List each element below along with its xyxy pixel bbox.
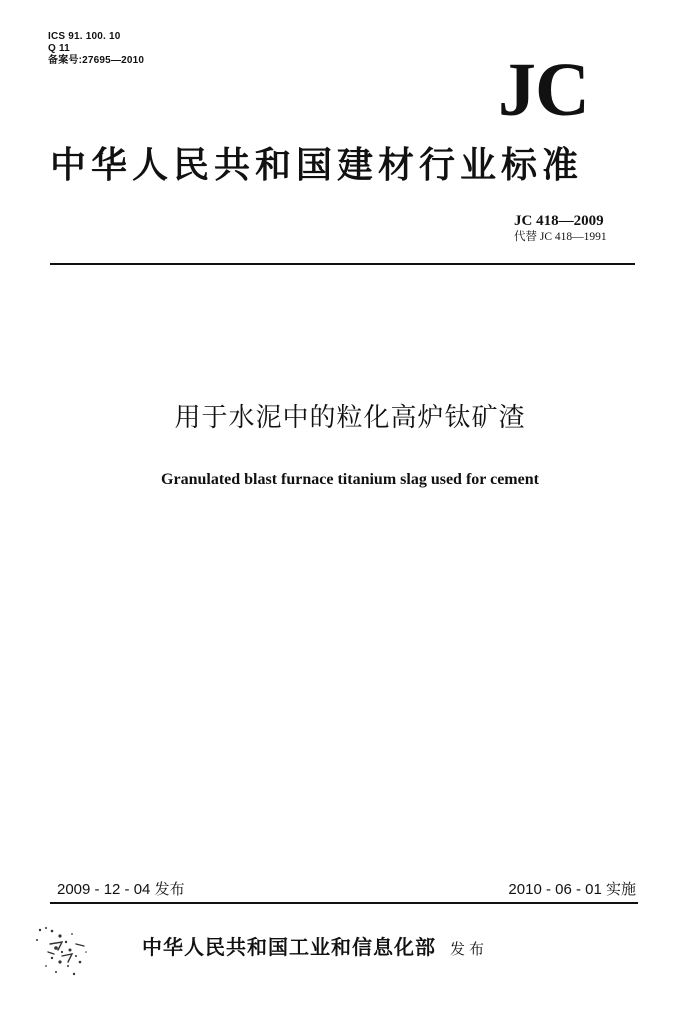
document-title-en: Granulated blast furnace titanium slag used for cement [161,471,539,488]
jc-logo: JC [498,48,589,132]
filing-number: 备案号:27695—2010 [48,55,145,66]
classification-block [48,31,144,67]
issuer-block [142,932,488,964]
issuer-seal-icon [32,922,96,980]
issue-date: 2009 - 12 - 04 发布 [57,881,185,898]
issuer-name: 中华人民共和国工业和信息化部 [142,935,436,959]
effective-date: 2010 - 06 - 01 实施 [508,881,636,898]
document-title-cn: 用于水泥中的粒化高炉钛矿渣 [174,403,526,433]
ccs-code: Q 11 [48,43,70,54]
replaces-standard: 代替 JC 418—1991 [514,231,607,243]
industry-standard-title: 中华人民共和国建材行业标准 [50,144,584,186]
issuer-action: 发布 [450,940,489,958]
standard-code-block [514,213,607,245]
header-divider [50,263,635,265]
standard-number: JC 418—2009 [514,213,604,229]
footer-divider [50,902,638,904]
ics-code: ICS 91. 100. 10 [48,31,121,42]
